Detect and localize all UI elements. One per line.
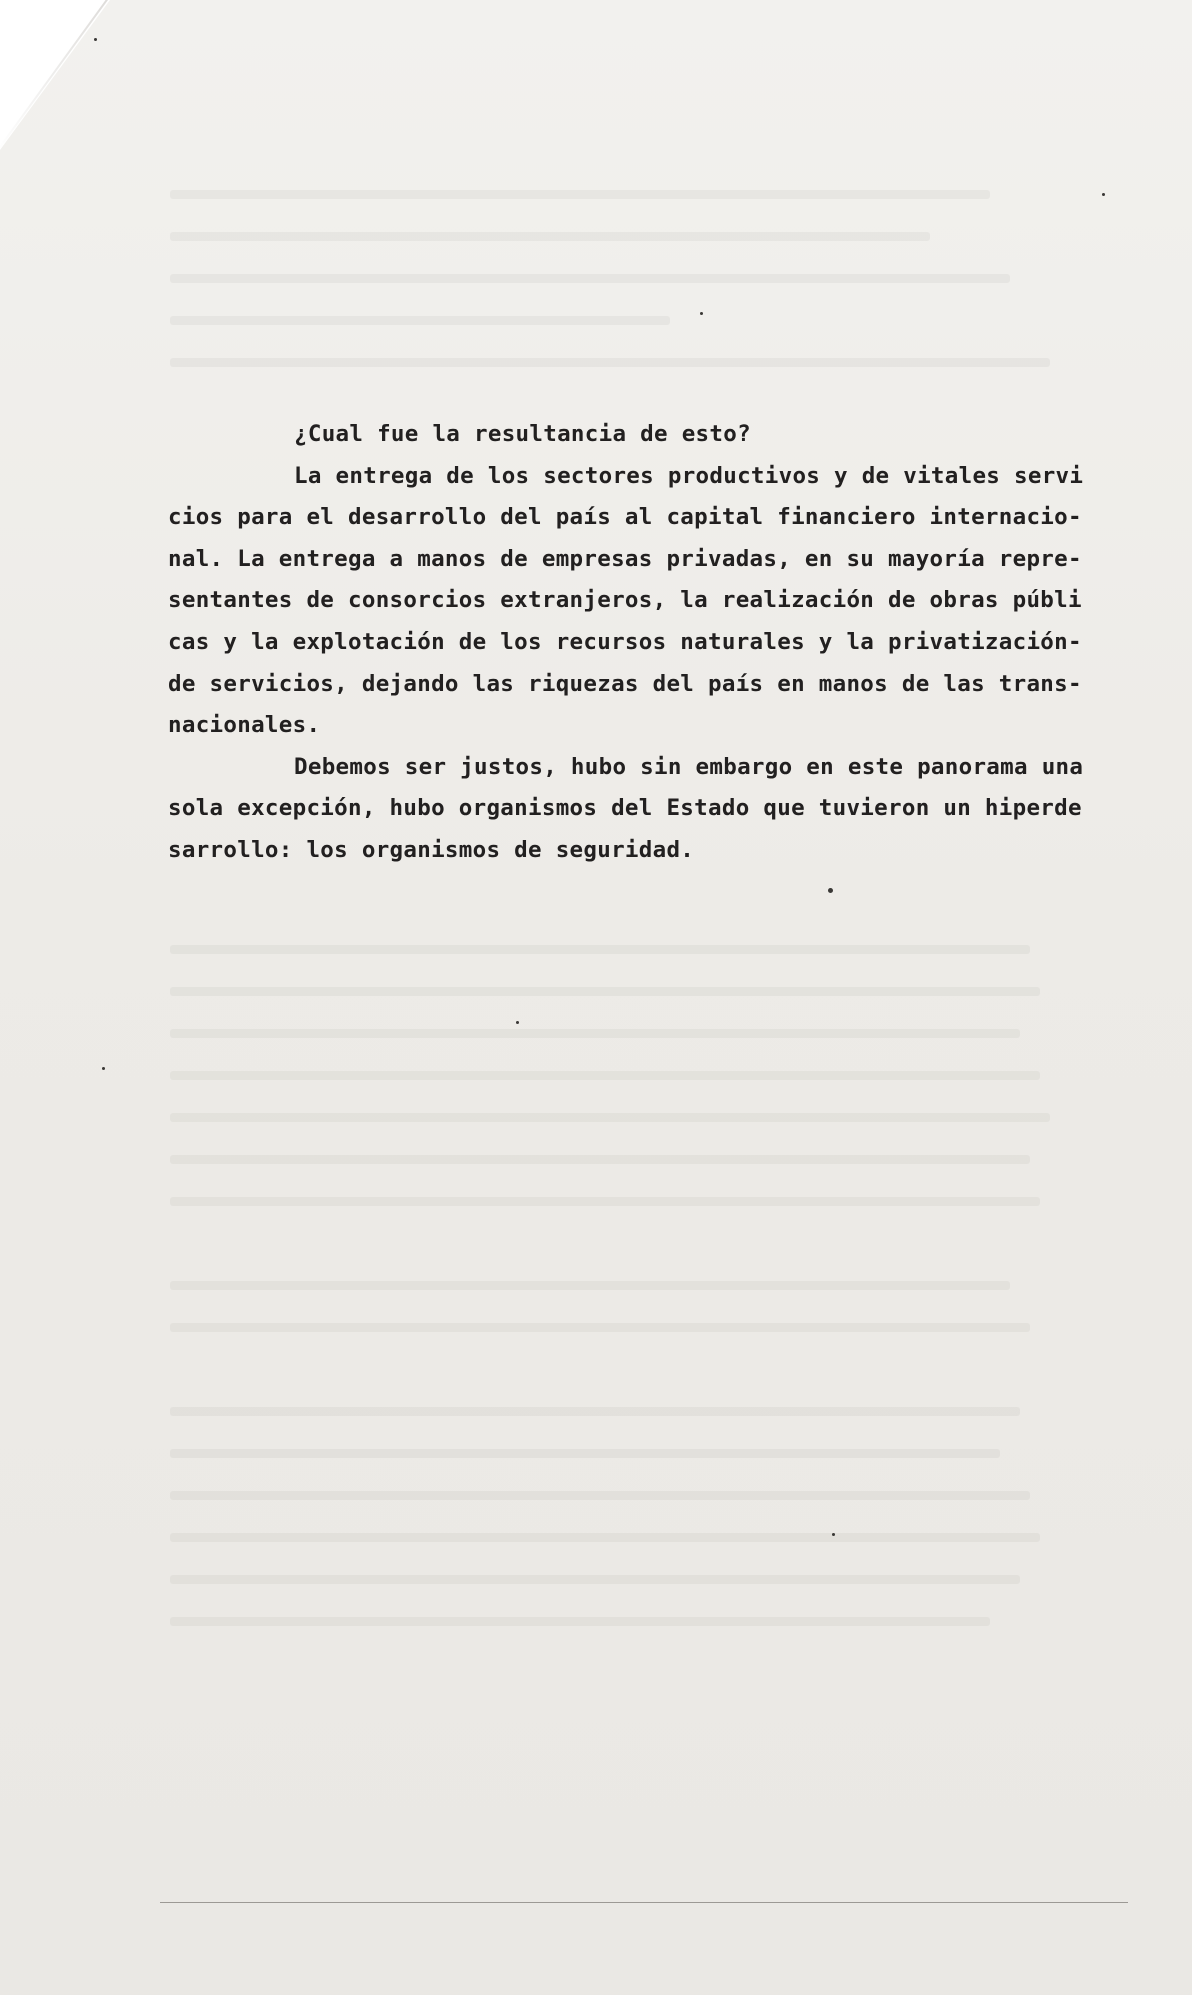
- text-line: Debemos ser justos, hubo sin embargo en este panorama una: [294, 753, 1084, 780]
- text-line: sarrollo: los organismos de seguridad.: [168, 836, 695, 863]
- bleed-through-line: [170, 1491, 1030, 1500]
- text-line: nal. La entrega a manos de empresas privadas, en su mayoría repre-: [168, 545, 1082, 572]
- text-line: de servicios, dejando las riquezas del país en manos de las trans-: [168, 670, 1082, 697]
- ink-speck: [1102, 193, 1105, 196]
- bottom-rule: [160, 1902, 1128, 1903]
- text-line: sola excepción, hubo organismos del Estado que tuvieron un hiperde: [168, 795, 1082, 822]
- bleed-through-line: [170, 1407, 1020, 1416]
- bleed-through-line: [170, 190, 990, 199]
- bleed-through-line: [170, 1449, 1000, 1458]
- bleed-through-line: [170, 1281, 1010, 1290]
- ink-speck: [102, 1067, 105, 1070]
- bleed-through-line: [170, 987, 1040, 996]
- bleed-through-line: [170, 1197, 1040, 1206]
- text-line: cas y la explotación de los recursos naturales y la privatización-: [168, 628, 1082, 655]
- ink-speck: [94, 38, 97, 41]
- bleed-through-line: [170, 274, 1010, 283]
- bleed-through-line: [170, 358, 1050, 367]
- bleed-through-line: [170, 316, 670, 325]
- bleed-through-line: [170, 1323, 1030, 1332]
- bleed-through-line: [170, 1155, 1030, 1164]
- bleed-through-line: [170, 1533, 1040, 1542]
- bleed-through-line: [170, 1071, 1040, 1080]
- bleed-through-line: [170, 1029, 1020, 1038]
- bleed-through-line: [170, 1113, 1050, 1122]
- bleed-through-line: [170, 1575, 1020, 1584]
- ink-speck: [516, 1021, 519, 1024]
- typed-text-block: [168, 414, 1118, 872]
- ink-speck: [700, 312, 703, 315]
- text-line: nacionales.: [168, 712, 321, 739]
- ink-speck: [828, 888, 833, 893]
- text-line: La entrega de los sectores productivos y de vitales servi: [294, 462, 1084, 489]
- text-line: sentantes de consorcios extranjeros, la realización de obras públi: [168, 587, 1082, 614]
- bleed-through-line: [170, 1617, 990, 1626]
- text-line: cios para el desarrollo del país al capital financiero internacio-: [168, 504, 1082, 531]
- bleed-through-line: [170, 232, 930, 241]
- text-line: ¿Cual fue la resultancia de esto?: [294, 421, 751, 447]
- folded-corner: [0, 0, 110, 150]
- ink-speck: [832, 1533, 835, 1536]
- bleed-through-line: [170, 945, 1030, 954]
